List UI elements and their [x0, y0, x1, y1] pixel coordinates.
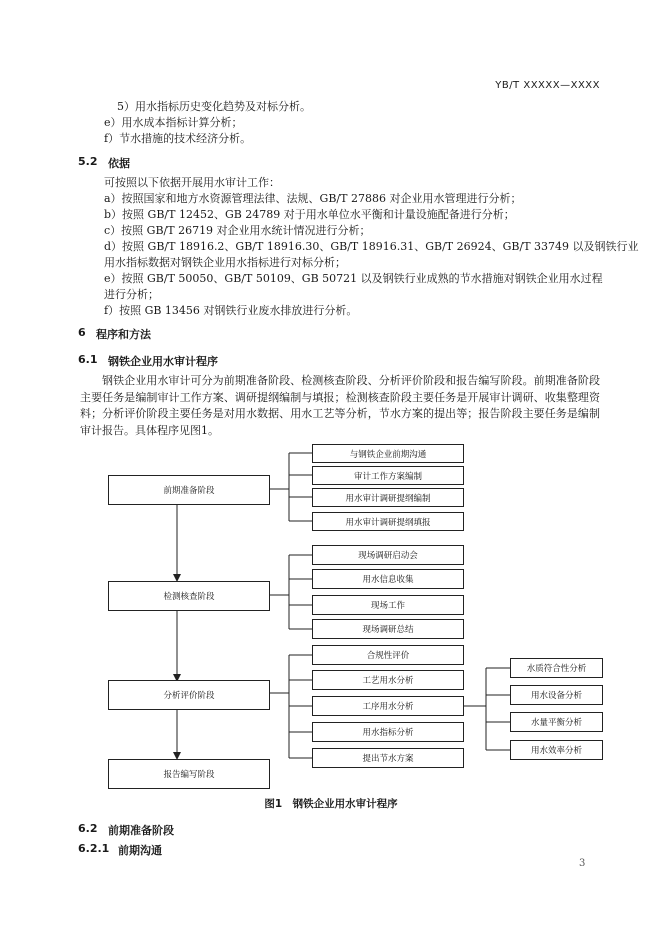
- list-item: 5）用水指标历史变化趋势及对标分析。: [117, 100, 311, 113]
- page-number: 3: [579, 858, 586, 869]
- section-number: 6.2: [78, 822, 98, 835]
- section-number: 6.2.1: [78, 842, 110, 855]
- task-box: 现场调研启动会: [312, 545, 464, 565]
- section-title: 前期沟通: [118, 844, 162, 857]
- section-number: 6: [78, 326, 86, 339]
- stage-box-check: 检测核查阶段: [108, 581, 270, 611]
- task-box: 工艺用水分析: [312, 670, 464, 690]
- task-box: 合规性评价: [312, 645, 464, 665]
- section-title: 前期准备阶段: [108, 824, 174, 837]
- section-paragraph: 钢铁企业用水审计可分为前期准备阶段、检测核查阶段、分析评价阶段和报告编写阶段。前期准备阶段主要任务是编制审计工作方案、调研提纲编制与填报；检测核查阶段主要任务是开展审计调研、收集整理资料；分析评价阶段主要任务是对用水数据、用水工艺等分析，节水方案的提出等；报告阶段主要任务是编制审计报告。具体程序见图1。: [80, 374, 600, 437]
- list-item-continuation: 进行分析；: [104, 288, 159, 301]
- stage-box-report: 报告编写阶段: [108, 759, 270, 789]
- task-box: 用水信息收集: [312, 569, 464, 589]
- subtask-box: 水质符合性分析: [510, 658, 603, 678]
- task-box: 审计工作方案编制: [312, 466, 464, 485]
- task-box: 用水指标分析: [312, 722, 464, 742]
- section-title: 程序和方法: [96, 328, 151, 341]
- task-box: 用水审计调研提纲填报: [312, 512, 464, 531]
- list-item: e）按照 GB/T 50050、GB/T 50109、GB 50721 以及钢铁行业成熟的节水措施对钢铁企业用水过程: [104, 272, 603, 285]
- section-intro: 可按照以下依据开展用水审计工作：: [104, 176, 280, 189]
- task-box: 与钢铁企业前期沟通: [312, 444, 464, 463]
- list-item: f）节水措施的技术经济分析。: [104, 132, 252, 145]
- subtask-box: 水量平衡分析: [510, 712, 603, 732]
- task-box: 提出节水方案: [312, 748, 464, 768]
- task-box: 现场调研总结: [312, 619, 464, 639]
- list-item: d）按照 GB/T 18916.2、GB/T 18916.30、GB/T 18916.31、GB/T 26924、GB/T 33749 以及钢铁行业: [104, 240, 639, 253]
- subtask-box: 用水设备分析: [510, 685, 603, 705]
- task-box: 工序用水分析: [312, 696, 464, 716]
- list-item: e）用水成本指标计算分析；: [104, 116, 243, 129]
- section-number: 6.1: [78, 353, 98, 366]
- section-title: 依据: [108, 157, 130, 170]
- list-item-continuation: 用水指标数据对钢铁企业用水指标进行对标分析；: [104, 256, 346, 269]
- task-box: 现场工作: [312, 595, 464, 615]
- list-item: b）按照 GB/T 12452、GB 24789 对于用水单位水平衡和计量设施配备进行分析；: [104, 208, 515, 221]
- stage-box-prep: 前期准备阶段: [108, 475, 270, 505]
- section-number: 5.2: [78, 155, 98, 168]
- subtask-box: 用水效率分析: [510, 740, 603, 760]
- document-number: YB/T XXXXX—XXXX: [495, 80, 600, 91]
- list-item: c）按照 GB/T 26719 对企业用水统计情况进行分析；: [104, 224, 371, 237]
- list-item: a）按照国家和地方水资源管理法律、法规、GB/T 27886 对企业用水管理进行分析；: [104, 192, 522, 205]
- task-box: 用水审计调研提纲编制: [312, 488, 464, 507]
- figure-caption: 图1 钢铁企业用水审计程序: [264, 798, 398, 810]
- list-item: f）按照 GB 13456 对钢铁行业废水排放进行分析。: [104, 304, 358, 317]
- section-title: 钢铁企业用水审计程序: [108, 355, 218, 368]
- stage-box-analysis: 分析评价阶段: [108, 680, 270, 710]
